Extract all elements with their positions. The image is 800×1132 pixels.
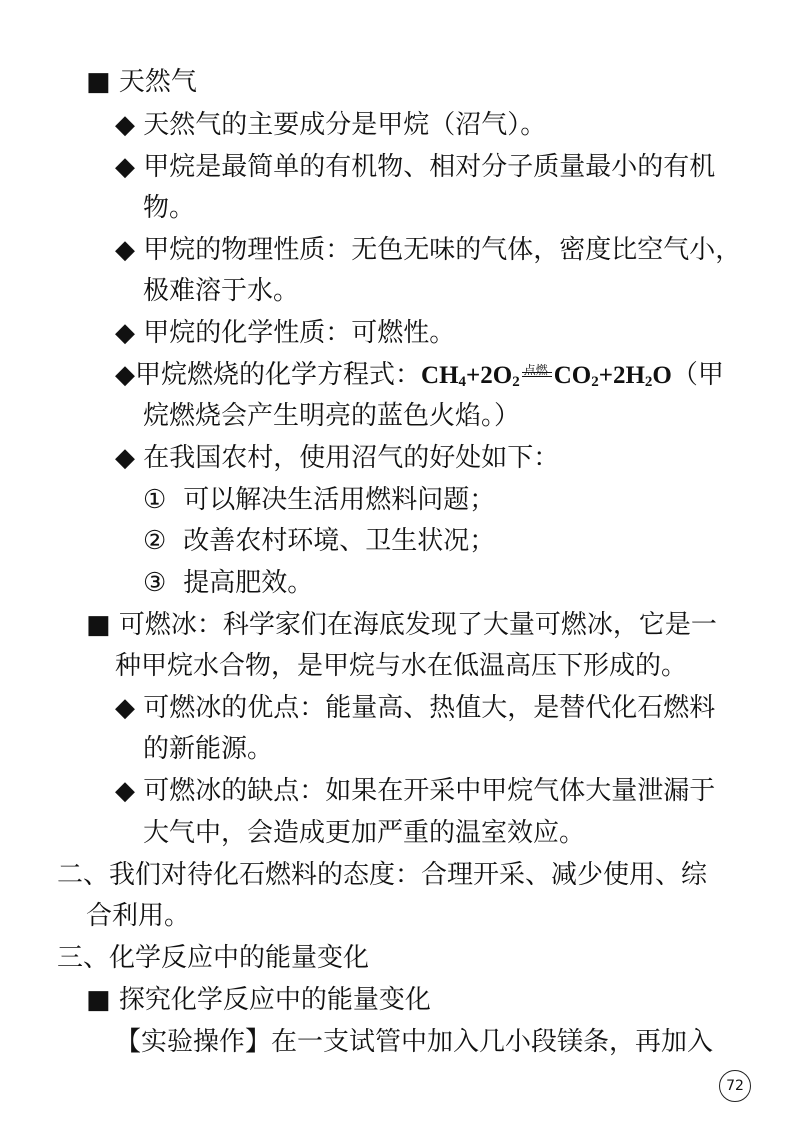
item-text: 提高肥效。 <box>183 568 314 598</box>
diamond-bullet: ◆ <box>115 152 135 182</box>
bullet-line <box>115 443 559 473</box>
bullet-text: 甲烷的物理性质：无色无味的气体，密度比空气小， <box>143 235 742 265</box>
subscript: 2 <box>591 374 599 390</box>
bullet-text: 甲烷的化学性质：可燃性。 <box>143 318 456 348</box>
bullet-text: 甲烷是最简单的有机物、相对分子质量最小的有机 <box>143 152 716 182</box>
continuation-text: 种甲烷水合物，是甲烷与水在低温高压下形成的。 <box>115 651 688 681</box>
heading-text: 可燃冰：科学家们在海底发现了大量可燃冰，它是一 <box>118 610 717 640</box>
experiment-line <box>115 1027 713 1057</box>
continuation-text: 合利用。 <box>86 901 191 931</box>
section-three-heading <box>57 943 369 973</box>
section-two-heading <box>57 860 707 890</box>
formula-suffix: （甲 <box>671 360 724 390</box>
bullet-line <box>115 693 715 723</box>
chemical-equation <box>421 362 672 389</box>
reaction-condition-sign <box>520 361 554 385</box>
condition-text: 点燃 <box>523 363 548 377</box>
heading-combustible-ice <box>86 610 717 640</box>
continuation-line <box>143 734 273 764</box>
bullet-text: 天然气的主要成分是甲烷（沼气）。 <box>143 110 547 140</box>
numbered-item <box>143 485 495 515</box>
formula-prefix: 甲烷燃烧的化学方程式： <box>135 360 422 390</box>
product-co: CO <box>553 362 592 389</box>
diamond-bullet: ◆ <box>115 318 135 348</box>
continuation-line <box>143 818 585 848</box>
numbered-item <box>143 568 313 598</box>
numbered-item <box>143 526 495 556</box>
section-text: 二、我们对待化石燃料的态度：合理开采、减少使用、综 <box>57 860 708 890</box>
diamond-bullet: ◆ <box>115 776 135 806</box>
item-number: ① <box>143 485 167 515</box>
equals-bar-top <box>522 372 552 373</box>
reactant-ch: CH <box>421 362 459 389</box>
bullet-line <box>115 152 715 182</box>
continuation-text: 的新能源。 <box>143 734 274 764</box>
item-number: ② <box>143 526 167 556</box>
continuation-line <box>143 401 520 431</box>
bullet-text: 可燃冰的优点：能量高、热值大，是替代化石燃料 <box>143 693 716 723</box>
diamond-bullet: ◆ <box>115 235 135 265</box>
diamond-bullet: ◆ <box>115 360 135 390</box>
continuation-text: 物。 <box>143 193 196 223</box>
continuation-text: 烷燃烧会产生明亮的蓝色火焰。） <box>143 401 521 431</box>
subscript: 2 <box>512 374 520 390</box>
subscript: 2 <box>644 374 653 390</box>
item-text: 改善农村环境、卫生状况； <box>183 526 496 556</box>
heading-natural-gas <box>86 67 197 97</box>
square-bullet: ■ <box>86 67 111 97</box>
item-text: 可以解决生活用燃料问题； <box>183 485 496 515</box>
experiment-text: 【实验操作】在一支试管中加入几小段镁条，再加入 <box>115 1027 714 1057</box>
subheading-energy <box>86 985 431 1015</box>
product-o: O <box>652 362 672 389</box>
bullet-line <box>115 235 741 265</box>
continuation-line <box>143 276 299 306</box>
bullet-line <box>115 776 715 806</box>
continuation-text: 大气中，会造成更加严重的温室效应。 <box>143 818 586 848</box>
item-number: ③ <box>143 568 167 598</box>
reactant-o: +2O <box>466 362 513 389</box>
page-number-text: 72 <box>726 1078 744 1094</box>
bullet-text: 在我国农村，使用沼气的好处如下： <box>143 443 560 473</box>
section-text: 三、化学反应中的能量变化 <box>57 943 370 973</box>
continuation-line <box>115 651 687 681</box>
page-number <box>719 1070 751 1102</box>
continuation-line <box>86 901 190 931</box>
subscript: 4 <box>458 374 467 390</box>
square-bullet: ■ <box>86 985 111 1015</box>
heading-text: 天然气 <box>118 67 197 97</box>
product-h: +2H <box>598 362 645 389</box>
bullet-line <box>115 110 546 140</box>
continuation-line <box>143 193 195 223</box>
heading-text: 探究化学反应中的能量变化 <box>118 985 431 1015</box>
diamond-bullet: ◆ <box>115 110 135 140</box>
continuation-text: 极难溶于水。 <box>143 276 300 306</box>
diamond-bullet: ◆ <box>115 443 135 473</box>
square-bullet: ■ <box>86 610 111 640</box>
bullet-text: 可燃冰的缺点：如果在开采中甲烷气体大量泄漏于 <box>143 776 716 806</box>
diamond-bullet: ◆ <box>115 693 135 723</box>
bullet-line <box>115 318 455 348</box>
formula-line <box>115 360 724 397</box>
equals-bar-bottom <box>522 376 552 377</box>
